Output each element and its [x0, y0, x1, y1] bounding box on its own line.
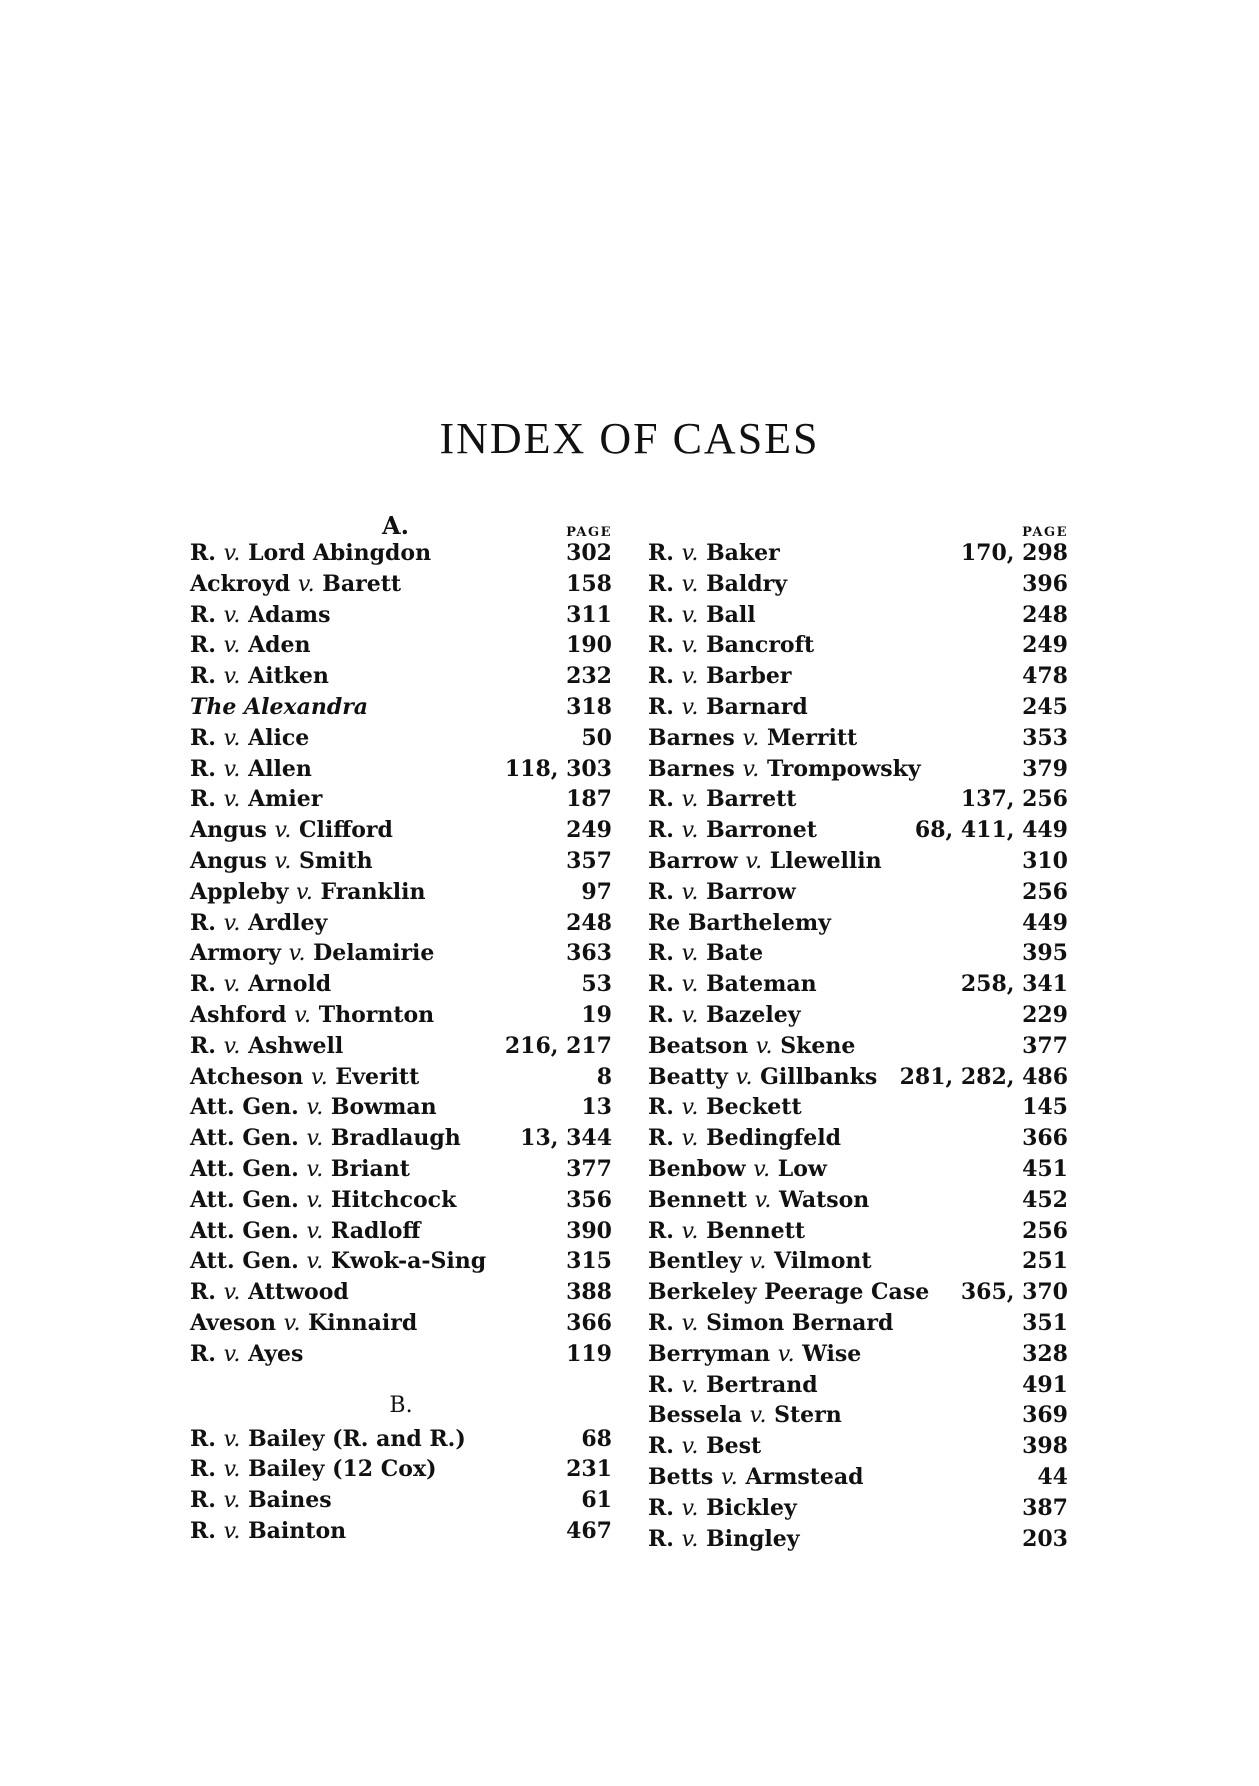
- case-page: 379: [1022, 755, 1068, 782]
- case-name: Beatson v. Skene: [648, 1032, 856, 1059]
- case-entry: [190, 602, 612, 633]
- case-page: 187: [566, 786, 612, 813]
- right-header: [648, 516, 1068, 540]
- case-name: R. v. Aden: [190, 632, 311, 659]
- case-name: Att. Gen. v. Kwok-a-Sing: [190, 1248, 487, 1275]
- case-name: Re Barthelemy: [648, 909, 831, 936]
- case-page: 396: [1022, 570, 1068, 597]
- case-entry: [190, 940, 612, 971]
- case-entry: [648, 940, 1068, 971]
- case-entry: [648, 786, 1068, 817]
- case-name: R. v. Baker: [648, 540, 780, 566]
- case-entry: [648, 1002, 1068, 1033]
- case-entry: [648, 571, 1068, 602]
- case-name: R. v. Ashwell: [190, 1032, 344, 1059]
- case-name: R. v. Baines: [190, 1487, 332, 1514]
- case-name: R. v. Simon Bernard: [648, 1309, 894, 1336]
- right-column: [648, 516, 1068, 1556]
- case-entry: [190, 571, 612, 602]
- case-name: Angus v. Clifford: [190, 817, 393, 844]
- case-entry: [190, 632, 612, 663]
- case-name: R. v. Barrett: [648, 786, 797, 813]
- case-entry: [190, 1033, 612, 1064]
- case-entry: [648, 971, 1068, 1002]
- left-page-label: PAGE: [566, 525, 612, 540]
- case-entry: [648, 1094, 1068, 1125]
- case-name: R. v. Alice: [190, 724, 310, 751]
- page-title: INDEX OF CASES: [439, 414, 820, 463]
- case-entry: [648, 1433, 1068, 1464]
- case-entry: [648, 1341, 1068, 1372]
- case-name: Bennett v. Watson: [648, 1186, 870, 1213]
- case-name: R. v. Best: [648, 1433, 762, 1460]
- case-page: 248: [566, 909, 612, 936]
- case-name: R. v. Adams: [190, 601, 331, 628]
- case-entry: [648, 848, 1068, 879]
- case-page: 232: [566, 663, 612, 690]
- case-name: R. v. Bailey (12 Cox): [190, 1456, 437, 1483]
- case-entry: [648, 725, 1068, 756]
- case-page: 53: [581, 971, 612, 998]
- case-entry: [190, 971, 612, 1002]
- case-entry: [648, 1464, 1068, 1495]
- case-name: Att. Gen. v. Radloff: [190, 1217, 421, 1244]
- case-page: 231: [566, 1456, 612, 1483]
- case-entry: [648, 817, 1068, 848]
- case-entry: [190, 1187, 612, 1218]
- case-entry: [648, 1372, 1068, 1403]
- case-page: 311: [566, 601, 612, 628]
- case-page: 245: [1022, 693, 1068, 720]
- case-entry: [190, 1456, 612, 1487]
- case-name: R. v. Arnold: [190, 971, 332, 998]
- case-name: R. v. Bate: [648, 940, 764, 967]
- case-entry: [648, 910, 1068, 941]
- case-name: R. v. Bancroft: [648, 632, 815, 659]
- case-entry: [648, 663, 1068, 694]
- entries-b: [190, 1426, 612, 1549]
- case-page: 251: [1022, 1248, 1068, 1275]
- case-entry: [190, 910, 612, 941]
- case-page: 328: [1022, 1340, 1068, 1367]
- case-name: Ackroyd v. Barett: [190, 570, 402, 597]
- case-name: Barnes v. Trompowsky: [648, 755, 921, 782]
- case-entry: [190, 1487, 612, 1518]
- case-page: 190: [566, 632, 612, 659]
- case-name: R. v. Ayes: [190, 1340, 304, 1367]
- case-name: R. v. Bainton: [190, 1517, 347, 1544]
- case-entry: [190, 1218, 612, 1249]
- case-page: 366: [566, 1309, 612, 1336]
- case-page: 388: [566, 1279, 612, 1306]
- case-name: R. v. Barronet: [648, 817, 817, 844]
- case-page: 452: [1022, 1186, 1068, 1213]
- case-name: Appleby v. Franklin: [190, 878, 426, 905]
- case-page: 19: [581, 1001, 612, 1028]
- case-page: 363: [566, 940, 612, 967]
- case-name: Aveson v. Kinnaird: [190, 1309, 418, 1336]
- case-page: 44: [1037, 1463, 1068, 1490]
- case-name: R. v. Bazeley: [648, 1001, 801, 1028]
- case-name: Barrow v. Llewellin: [648, 847, 882, 874]
- case-name: R. v. Bateman: [648, 971, 817, 998]
- case-name: Att. Gen. v. Hitchcock: [190, 1186, 457, 1213]
- case-page: 248: [1022, 601, 1068, 628]
- case-entry: [648, 1064, 1068, 1095]
- case-page: 97: [581, 878, 612, 905]
- case-page: 216, 217: [504, 1032, 612, 1059]
- case-page: 158: [566, 570, 612, 597]
- case-page: 467: [566, 1517, 612, 1544]
- case-page: 449: [1022, 909, 1068, 936]
- right-page-label: PAGE: [1022, 525, 1068, 540]
- case-name: R. v. Bennett: [648, 1217, 805, 1244]
- case-page: 353: [1022, 724, 1068, 751]
- case-name: Angus v. Smith: [190, 847, 373, 874]
- case-name: R. v. Bickley: [648, 1494, 797, 1521]
- case-entry: [648, 1495, 1068, 1526]
- case-page: 61: [581, 1487, 612, 1514]
- case-entry: [190, 756, 612, 787]
- case-page: 8: [596, 1063, 612, 1090]
- case-name: Betts v. Armstead: [648, 1463, 864, 1490]
- case-page: 13, 344: [520, 1125, 612, 1152]
- case-entry: [190, 1002, 612, 1033]
- case-name: R. v. Attwood: [190, 1279, 349, 1306]
- case-name: R. v. Bedingfeld: [648, 1125, 841, 1152]
- case-page: 390: [566, 1217, 612, 1244]
- case-page: 258, 341: [960, 971, 1068, 998]
- case-page: 377: [566, 1155, 612, 1182]
- case-entry: [648, 632, 1068, 663]
- case-name: R. v. Aitken: [190, 663, 329, 690]
- case-page: 256: [1022, 1217, 1068, 1244]
- case-page: 398: [1022, 1433, 1068, 1460]
- case-name: Benbow v. Low: [648, 1155, 827, 1182]
- case-page: 369: [1022, 1402, 1068, 1429]
- case-page: 365, 370: [960, 1279, 1068, 1306]
- case-page: 281, 282, 486: [899, 1063, 1068, 1090]
- case-name: R. v. Lord Abingdon: [190, 540, 432, 566]
- case-page: 310: [1022, 847, 1068, 874]
- case-entry: [648, 1279, 1068, 1310]
- case-entry: [190, 786, 612, 817]
- case-entry: [190, 540, 612, 571]
- case-name: Att. Gen. v. Briant: [190, 1155, 410, 1182]
- case-page: 249: [1022, 632, 1068, 659]
- case-entry: [648, 1310, 1068, 1341]
- case-name: The Alexandra: [190, 693, 369, 720]
- case-page: 318: [566, 693, 612, 720]
- case-page: 302: [566, 540, 612, 566]
- case-name: Ashford v. Thornton: [190, 1001, 435, 1028]
- case-entry: [648, 1402, 1068, 1433]
- case-entry: [648, 1526, 1068, 1557]
- case-page: 478: [1022, 663, 1068, 690]
- section-heading-a: A.: [382, 511, 409, 540]
- case-entry: [190, 817, 612, 848]
- case-entry: [648, 1125, 1068, 1156]
- case-name: Barnes v. Merritt: [648, 724, 858, 751]
- case-page: 119: [566, 1340, 612, 1367]
- case-name: R. v. Allen: [190, 755, 312, 782]
- case-name: R. v. Amier: [190, 786, 323, 813]
- case-entry: [648, 1033, 1068, 1064]
- case-name: Bessela v. Stern: [648, 1402, 842, 1429]
- case-entry: [648, 540, 1068, 571]
- case-entry: [190, 1426, 612, 1457]
- case-page: 256: [1022, 878, 1068, 905]
- case-page: 229: [1022, 1001, 1068, 1028]
- case-entry: [648, 879, 1068, 910]
- case-page: 68: [581, 1425, 612, 1452]
- case-page: 145: [1022, 1094, 1068, 1121]
- case-page: 13: [581, 1094, 612, 1121]
- case-name: Beatty v. Gillbanks: [648, 1063, 878, 1090]
- case-name: R. v. Ball: [648, 601, 756, 628]
- case-name: Att. Gen. v. Bradlaugh: [190, 1125, 461, 1152]
- case-page: 137, 256: [960, 786, 1068, 813]
- case-entry: [190, 663, 612, 694]
- case-entry: [648, 694, 1068, 725]
- case-entry: [190, 694, 612, 725]
- case-page: 395: [1022, 940, 1068, 967]
- case-page: 68, 411, 449: [914, 817, 1068, 844]
- case-name: Att. Gen. v. Bowman: [190, 1094, 437, 1121]
- left-column: [190, 511, 612, 1549]
- case-entry: [190, 1341, 612, 1372]
- case-name: R. v. Bingley: [648, 1525, 800, 1552]
- case-name: R. v. Bailey (R. and R.): [190, 1425, 466, 1452]
- case-page: 203: [1022, 1525, 1068, 1552]
- case-page: 50: [581, 724, 612, 751]
- case-page: 357: [566, 847, 612, 874]
- case-entry: [190, 1125, 612, 1156]
- case-page: 451: [1022, 1155, 1068, 1182]
- case-entry: [190, 1279, 612, 1310]
- case-entry: [648, 1218, 1068, 1249]
- case-entry: [190, 1064, 612, 1095]
- case-name: R. v. Ardley: [190, 909, 328, 936]
- case-entry: [648, 756, 1068, 787]
- case-page: 351: [1022, 1309, 1068, 1336]
- case-page: 315: [566, 1248, 612, 1275]
- case-entry: [190, 1156, 612, 1187]
- case-page: 377: [1022, 1032, 1068, 1059]
- case-entry: [190, 1094, 612, 1125]
- case-name: Berkeley Peerage Case: [648, 1279, 930, 1306]
- case-entry: [648, 602, 1068, 633]
- case-entry: [190, 1248, 612, 1279]
- case-name: R. v. Barnard: [648, 693, 808, 720]
- case-entry: [648, 1156, 1068, 1187]
- case-page: 366: [1022, 1125, 1068, 1152]
- case-name: R. v. Bertrand: [648, 1371, 818, 1398]
- case-page: 118, 303: [504, 755, 612, 782]
- case-page: 491: [1022, 1371, 1068, 1398]
- case-name: Armory v. Delamirie: [190, 940, 435, 967]
- entries-right: [648, 540, 1068, 1556]
- case-name: R. v. Beckett: [648, 1094, 802, 1121]
- case-entry: [190, 725, 612, 756]
- case-name: Atcheson v. Everitt: [190, 1063, 420, 1090]
- entries-a: [190, 540, 612, 1372]
- case-name: R. v. Barber: [648, 663, 792, 690]
- case-page: 387: [1022, 1494, 1068, 1521]
- case-entry: [190, 1310, 612, 1341]
- case-name: R. v. Baldry: [648, 570, 788, 597]
- case-name: Bentley v. Vilmont: [648, 1248, 872, 1275]
- case-name: Berryman v. Wise: [648, 1340, 862, 1367]
- case-page: 249: [566, 817, 612, 844]
- case-page: 356: [566, 1186, 612, 1213]
- left-header: [190, 511, 612, 540]
- case-name: R. v. Barrow: [648, 878, 796, 905]
- case-entry: [190, 879, 612, 910]
- section-heading-b: B.: [389, 1393, 413, 1419]
- case-entry: [190, 848, 612, 879]
- case-page: 170, 298: [960, 540, 1068, 566]
- case-entry: [190, 1518, 612, 1549]
- case-entry: [648, 1248, 1068, 1279]
- case-entry: [648, 1187, 1068, 1218]
